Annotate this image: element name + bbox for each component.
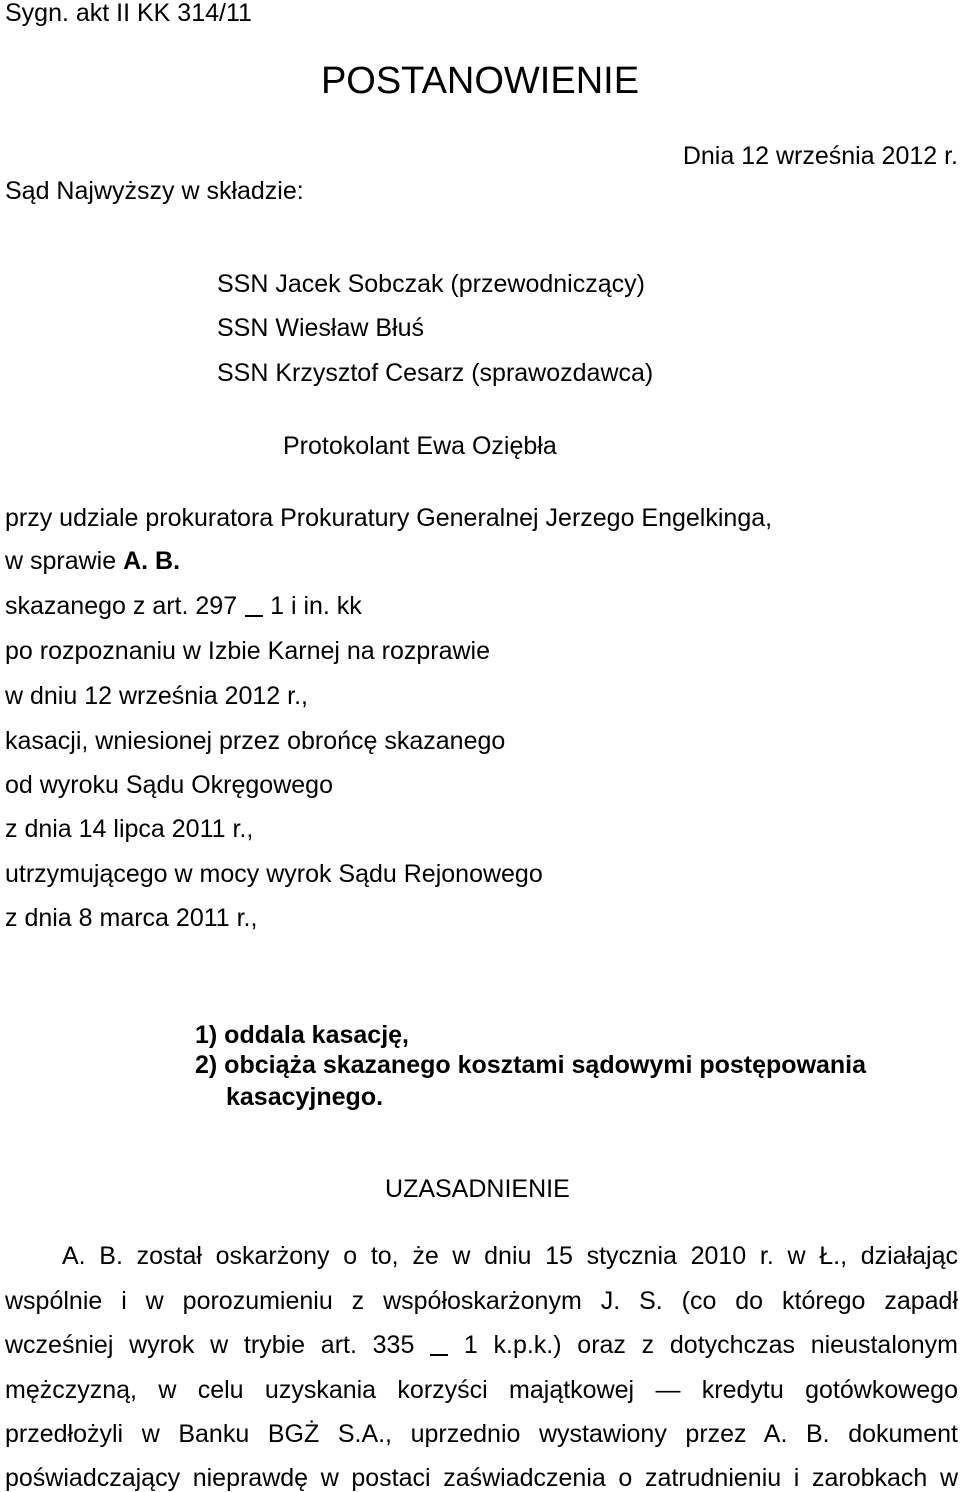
court-clerk: Protokolant Ewa Oziębła <box>283 432 557 460</box>
justification-line: A. B. został oskarżony o to, że w dniu 15 stycznia 2010 r. w Ł., działając <box>62 1242 958 1270</box>
case-detail-line: utrzymującego w mocy wyrok Sądu Rejonowego <box>5 860 543 888</box>
case-number: Sygn. akt II KK 314/11 <box>5 0 252 27</box>
case-detail-line: z dnia 14 lipca 2011 r., <box>5 815 254 843</box>
justification-line: wspólnie i w porozumieniu z współoskarżonym J. S. (co do którego zapadł <box>5 1287 958 1315</box>
justification-line: mężczyzną, w celu uzyskania korzyści majątkowej — kredytu gotówkowego <box>5 1376 958 1404</box>
charge-line <box>5 593 362 619</box>
charge-text-after: 1 i in. kk <box>270 592 362 620</box>
ruling-item-continuation: kasacyjnego. <box>226 1083 384 1111</box>
charge-text-before: skazanego z art. 297 <box>5 592 238 620</box>
judge-member: SSN Wiesław Błuś <box>217 314 424 342</box>
section-sign-placeholder <box>245 615 263 617</box>
case-detail-line: od wyroku Sądu Okręgowego <box>5 771 333 799</box>
document-title: POSTANOWIENIE <box>320 60 640 102</box>
justification-line: poświadczający nieprawdę w postaci zaświadczenia o zatrudnieniu i zarobkach w <box>5 1464 958 1492</box>
section-sign-placeholder <box>430 1354 448 1356</box>
justification-heading: UZASADNIENIE <box>385 1175 570 1203</box>
court-composition-label: Sąd Najwyższy w składzie: <box>5 177 304 205</box>
defendant-name: A. B. <box>123 547 181 575</box>
case-detail-line: po rozpoznaniu w Izbie Karnej na rozprawie <box>5 637 490 665</box>
case-detail-line: z dnia 8 marca 2011 r., <box>5 904 258 932</box>
decision-date: Dnia 12 września 2012 r. <box>682 142 958 170</box>
justification-text: 1 k.p.k.) oraz z dotychczas nieustalonym <box>463 1331 959 1359</box>
justification-text: wcześniej wyrok w trybie art. 335 <box>5 1331 415 1359</box>
case-subject-line <box>5 548 180 574</box>
judge-presiding: SSN Jacek Sobczak (przewodniczący) <box>217 270 645 298</box>
justification-line <box>5 1332 958 1358</box>
judge-rapporteur: SSN Krzysztof Cesarz (sprawozdawca) <box>217 359 654 387</box>
case-detail-line: w dniu 12 września 2012 r., <box>5 682 308 710</box>
ruling-item: 1) oddala kasację, <box>195 1021 410 1049</box>
case-detail-line: kasacji, wniesionej przez obrońcę skazanego <box>5 727 506 755</box>
justification-line: przedłożyli w Banku BGŻ S.A., uprzednio wystawiony przez A. B. dokument <box>5 1420 958 1448</box>
ruling-item: 2) obciąża skazanego kosztami sądowymi postępowania <box>195 1051 867 1079</box>
prosecutor-line: przy udziale prokuratora Prokuratury Generalnej Jerzego Engelkinga, <box>5 504 773 532</box>
case-subject-prefix: w sprawie <box>5 547 117 575</box>
